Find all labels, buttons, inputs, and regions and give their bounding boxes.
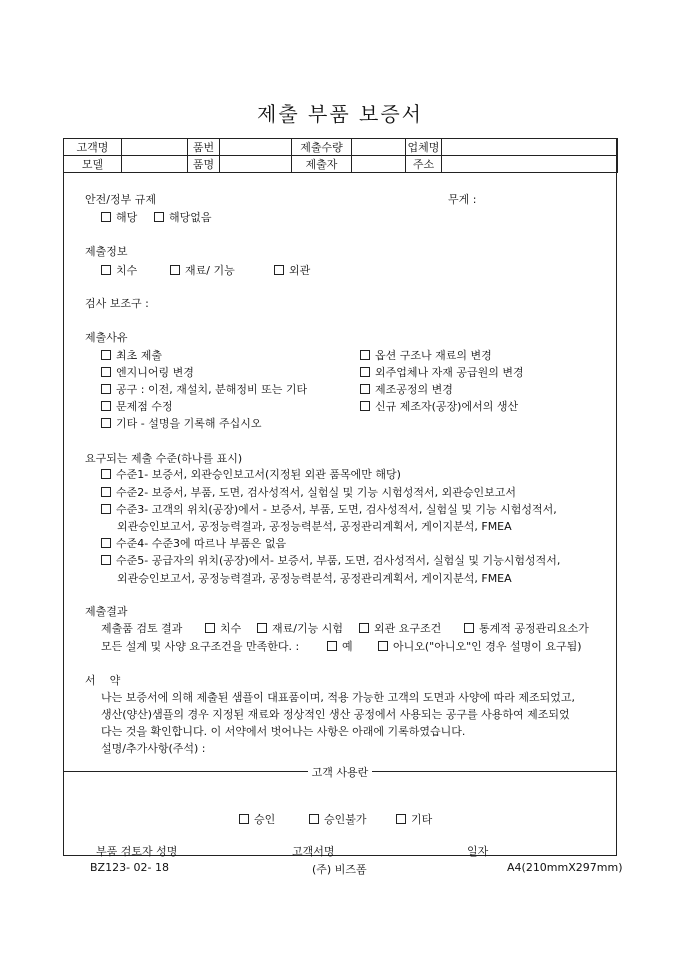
result-material-test[interactable]: 재료/기능 시험: [257, 620, 343, 636]
customer-label: 고객명: [64, 139, 122, 156]
submit-info-label: 제출정보: [85, 245, 128, 258]
result-dimension[interactable]: 치수: [205, 620, 241, 636]
checkbox[interactable]: [101, 487, 111, 497]
submit-info-dimension[interactable]: 치수: [101, 262, 137, 278]
oath-line-4: 설명/추가사항(주석) :: [101, 742, 206, 755]
customer-approve[interactable]: 승인: [239, 811, 275, 827]
level-5-cont: 외관승인보고서, 공정능력결과, 공정능력분석, 공정관리계획서, 게이지분석, FMEA: [117, 572, 512, 585]
header-table: [63, 138, 618, 173]
reason-label: 제출사유: [85, 331, 128, 344]
level-label: 요구되는 제출 수준(하나를 표시): [85, 452, 243, 465]
checkbox[interactable]: [101, 367, 111, 377]
address-label: 주소: [406, 156, 442, 173]
reason-supplier-change[interactable]: 외주업체나 자재 공급원의 변경: [360, 364, 524, 380]
result-appearance[interactable]: 외관 요구조건: [359, 620, 441, 636]
part-name-value[interactable]: [220, 156, 292, 173]
result-review-label: 제출품 검토 결과: [101, 622, 183, 635]
checkbox[interactable]: [101, 401, 111, 411]
reason-correction[interactable]: 문제점 수정: [101, 398, 173, 414]
checkbox[interactable]: [257, 623, 267, 633]
checkbox[interactable]: [205, 623, 215, 633]
checkbox[interactable]: [360, 367, 370, 377]
page-title: 제출 부품 보증서: [257, 102, 423, 126]
checkbox[interactable]: [359, 623, 369, 633]
result-yes[interactable]: 예: [327, 638, 353, 654]
level-5[interactable]: 수준5- 공급자의 위치(공장)에서- 보증서, 부품, 도면, 검사성적서, 실험실 및 기능시험성적서,: [101, 552, 560, 568]
level-3-cont: 외관승인보고서, 공정능력결과, 공정능력분석, 공정관리계획서, 게이지분석, FMEA: [117, 520, 512, 533]
checkbox[interactable]: [101, 504, 111, 514]
paper-size: A4(210mmX297mm): [507, 861, 623, 874]
customer-other[interactable]: 기타: [396, 811, 432, 827]
checkbox[interactable]: [101, 538, 111, 548]
reason-initial[interactable]: 최초 제출: [101, 347, 162, 363]
submitter-label: 제출자: [292, 156, 352, 173]
oath-label: 서 약: [85, 674, 121, 687]
reason-process-change[interactable]: 제조공정의 변경: [360, 381, 453, 397]
checkbox[interactable]: [101, 350, 111, 360]
part-no-label: 품번: [188, 139, 220, 156]
reason-tooling[interactable]: 공구 : 이전, 재설치, 분해정비 또는 기타: [101, 381, 307, 397]
address-value[interactable]: [442, 156, 618, 173]
submit-info-material[interactable]: 재료/ 기능: [170, 262, 235, 278]
checkbox[interactable]: [360, 350, 370, 360]
safety-option-yes[interactable]: 해당: [101, 209, 137, 225]
checkbox[interactable]: [360, 384, 370, 394]
reviewer-name-label: 부품 검토자 성명: [96, 845, 178, 858]
customer-reject[interactable]: 승인불가: [309, 811, 367, 827]
oath-line-1: 나는 보증서에 의해 제출된 샘플이 대표품이며, 적용 가능한 고객의 도면과 사양에 따라 제조되었고,: [101, 691, 575, 704]
model-value[interactable]: [122, 156, 188, 173]
reason-new-plant[interactable]: 신규 제조자(공장)에서의 생산: [360, 398, 518, 414]
qty-label: 제출수량: [292, 139, 352, 156]
model-label: 모델: [64, 156, 122, 173]
checkbox[interactable]: [396, 814, 406, 824]
company-label: 업체명: [406, 139, 442, 156]
level-4[interactable]: 수준4- 수준3에 따르나 부품은 없음: [101, 535, 286, 551]
checkbox[interactable]: [239, 814, 249, 824]
form-code: BZ123- 02- 18: [90, 861, 170, 874]
checkbox[interactable]: [101, 555, 111, 565]
oath-line-2: 생산(양산)샘플의 경우 지정된 재료와 정상적인 생산 공정에서 사용되는 공구를 사용하여 제조되었: [101, 708, 570, 721]
safety-option-no[interactable]: 해당없음: [154, 209, 212, 225]
result-no[interactable]: 아니오("아니오"인 경우 설명이 요구됨): [378, 638, 582, 654]
checkbox[interactable]: [327, 641, 337, 651]
checkbox[interactable]: [274, 265, 284, 275]
weight-label: 무게 :: [448, 193, 477, 206]
result-label: 제출결과: [85, 605, 128, 618]
checkbox[interactable]: [309, 814, 319, 824]
level-3[interactable]: 수준3- 고객의 위치(공장)에서 - 보증서, 부품, 도면, 검사성적서, 실험실 및 기능 시험성적서,: [101, 501, 557, 517]
inspection-aid-label: 검사 보조구 :: [85, 297, 149, 310]
date-label: 일자: [467, 845, 489, 858]
customer-value[interactable]: [122, 139, 188, 156]
publisher: (주) 비즈폼: [312, 863, 367, 876]
result-requirements-text: 모든 설계 및 사양 요구조건을 만족한다. :: [101, 640, 300, 653]
customer-signature-label: 고객서명: [292, 845, 335, 858]
checkbox[interactable]: [101, 469, 111, 479]
checkbox[interactable]: [101, 418, 111, 428]
company-value[interactable]: [442, 139, 618, 156]
part-name-label: 품명: [188, 156, 220, 173]
checkbox[interactable]: [360, 401, 370, 411]
reason-engineering-change[interactable]: 엔지니어링 변경: [101, 364, 194, 380]
checkbox[interactable]: [378, 641, 388, 651]
submit-info-appearance[interactable]: 외관: [274, 262, 310, 278]
result-spc[interactable]: 통계적 공정관리요소가: [464, 620, 589, 636]
level-2[interactable]: 수준2- 보증서, 부품, 도면, 검사성적서, 실험실 및 기능 시험성적서, 외관승인보고서: [101, 484, 516, 500]
oath-line-3: 다는 것을 확인합니다. 이 서약에서 벗어나는 사항은 아래에 기록하였습니다.: [101, 725, 466, 738]
checkbox[interactable]: [101, 265, 111, 275]
part-no-value[interactable]: [220, 139, 292, 156]
reason-option-change[interactable]: 옵션 구조나 재료의 변경: [360, 347, 492, 363]
checkbox[interactable]: [101, 212, 111, 222]
checkbox[interactable]: [170, 265, 180, 275]
checkbox[interactable]: [154, 212, 164, 222]
level-1[interactable]: 수준1- 보증서, 외관승인보고서(지정된 외관 품목에만 해당): [101, 466, 401, 482]
safety-label: 안전/정부 규제: [85, 193, 156, 206]
checkbox[interactable]: [464, 623, 474, 633]
qty-value[interactable]: [352, 139, 406, 156]
customer-area-label: 고객 사용란: [0, 764, 680, 780]
reason-other[interactable]: 기타 - 설명을 기록해 주십시오: [101, 415, 261, 431]
checkbox[interactable]: [101, 384, 111, 394]
submitter-value[interactable]: [352, 156, 406, 173]
